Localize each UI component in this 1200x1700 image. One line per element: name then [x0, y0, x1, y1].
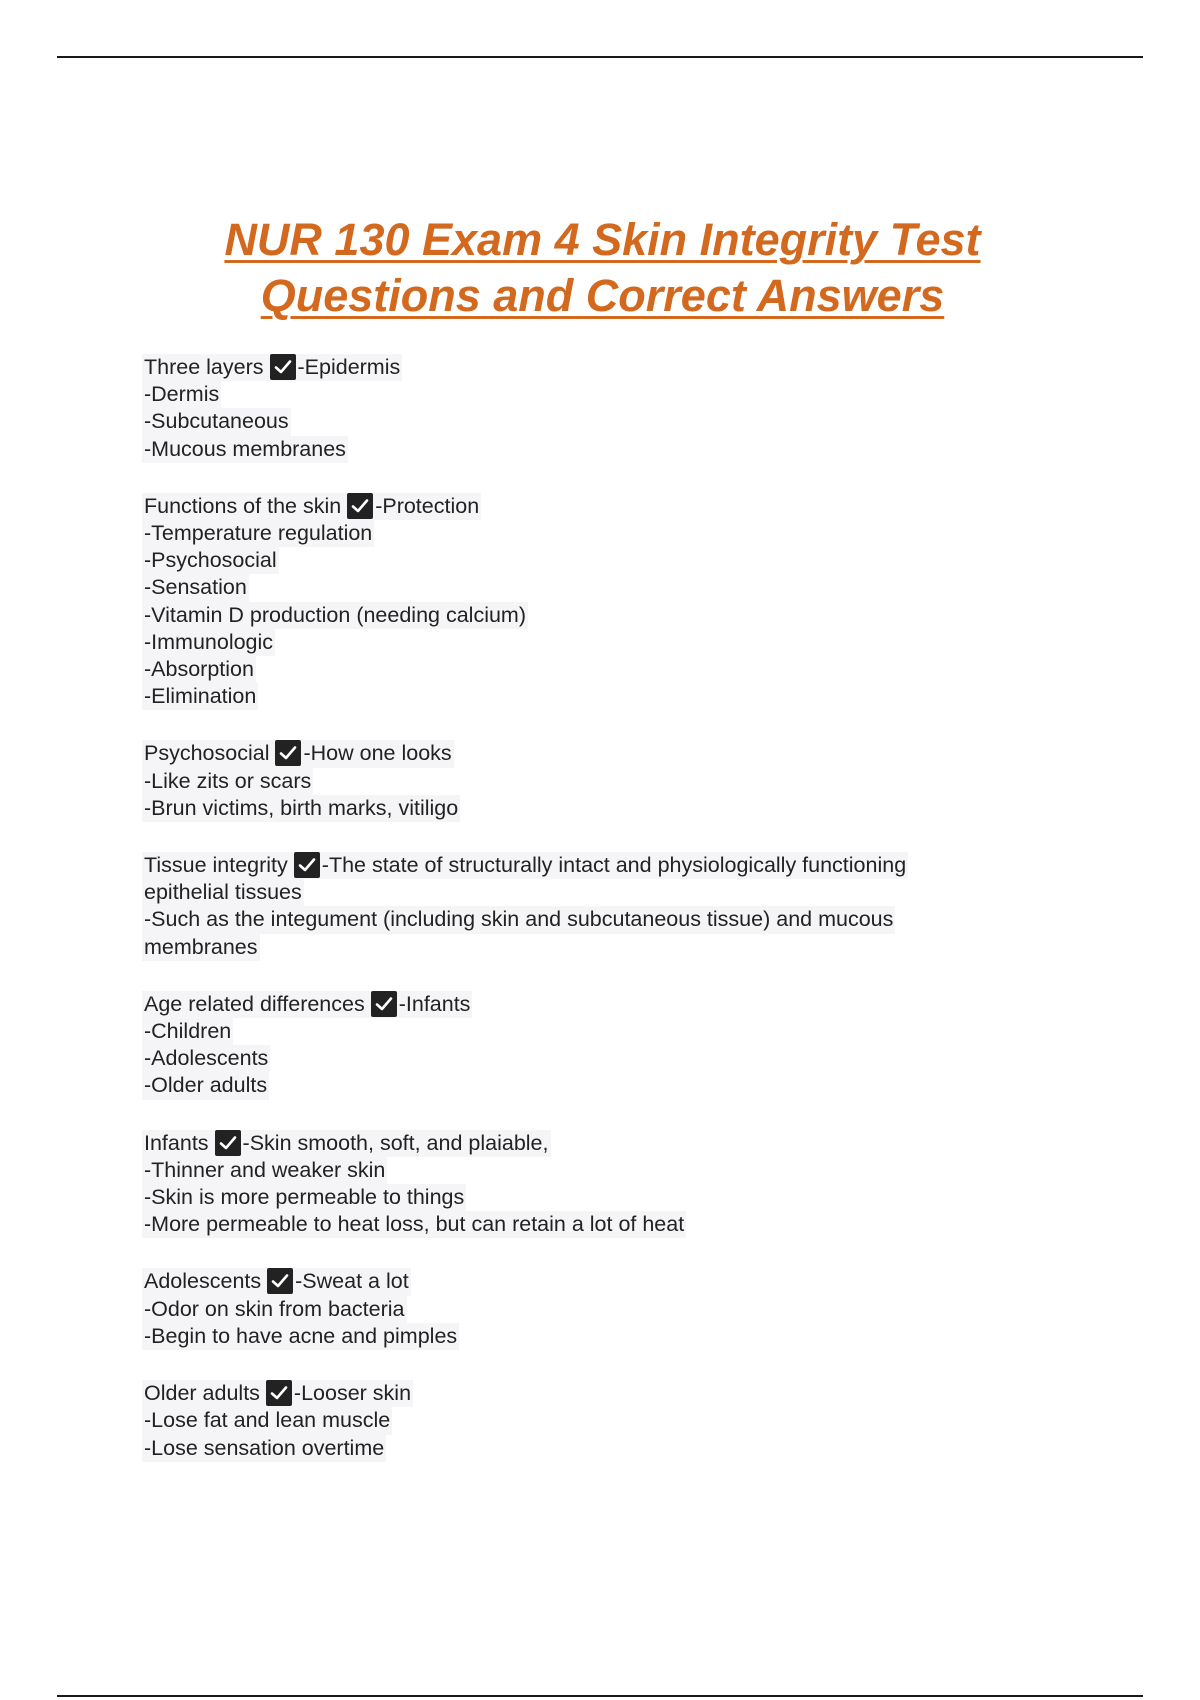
page-title-line-2: Questions and Correct Answers	[260, 270, 945, 321]
flashcard-first-line	[142, 740, 454, 767]
flashcard	[142, 991, 1002, 1100]
checkbox-checked-icon	[347, 493, 373, 519]
checkbox-checked-icon	[294, 852, 320, 878]
flashcard-answer-line: -Absorption	[142, 656, 256, 683]
flashcard-answer-line: -Older adults	[142, 1072, 269, 1099]
checkbox-checked-icon	[371, 991, 397, 1017]
flashcard-answer-line: -Such as the integument (including skin and subcutaneous tissue) and mucous	[142, 906, 895, 933]
flashcard-question: Three layers	[144, 355, 264, 379]
flashcard-list	[142, 354, 1002, 1492]
flashcard-first-line	[142, 493, 481, 520]
flashcard-answer-line: -Elimination	[142, 683, 258, 710]
checkbox-checked-icon	[267, 1268, 293, 1294]
flashcard-answer-line: -Psychosocial	[142, 547, 279, 574]
flashcard-answer-line: -Lose fat and lean muscle	[142, 1407, 392, 1434]
flashcard-answer-line: -Temperature regulation	[142, 520, 374, 547]
flashcard-answer-line: -Dermis	[142, 381, 221, 408]
flashcard-answer-line: -Sensation	[142, 574, 249, 601]
flashcard-answer-line: -Protection	[375, 493, 480, 518]
flashcard-answer-line: -Vitamin D production (needing calcium)	[142, 602, 528, 629]
checkbox-checked-icon	[215, 1130, 241, 1156]
flashcard-question: Adolescents	[144, 1269, 262, 1294]
checkbox-checked-icon	[275, 740, 301, 766]
flashcard-answer-line: -Skin smooth, soft, and plaiable,	[242, 1130, 549, 1155]
flashcard-answer-line: -Lose sensation overtime	[142, 1435, 386, 1462]
flashcard-question: Age related differences	[144, 991, 365, 1016]
flashcard-answer-line: membranes	[142, 934, 260, 961]
flashcard-answer-line: -Mucous membranes	[142, 436, 348, 463]
flashcard	[142, 354, 1002, 463]
checkbox-checked-icon	[266, 1380, 292, 1406]
flashcard-first-line	[142, 1130, 551, 1157]
flashcard-answer-line: -Sweat a lot	[295, 1269, 409, 1294]
flashcard-first-line	[142, 1380, 413, 1407]
flashcard	[142, 852, 1002, 961]
flashcard-question: Older adults	[144, 1381, 260, 1406]
checkbox-checked-icon	[270, 354, 296, 380]
flashcard-first-line	[142, 991, 472, 1018]
flashcard	[142, 1380, 1002, 1462]
flashcard-answer-line: -Adolescents	[142, 1045, 270, 1072]
flashcard-answer-line: -Skin is more permeable to things	[142, 1184, 466, 1211]
flashcard-answer-line: -Immunologic	[142, 629, 275, 656]
flashcard-first-line	[142, 1268, 411, 1295]
flashcard-answer-line: -Odor on skin from bacteria	[142, 1296, 407, 1323]
flashcard-answer-line: -Like zits or scars	[142, 768, 313, 795]
flashcard-question: Infants	[144, 1130, 209, 1155]
flashcard-first-line	[142, 354, 402, 381]
flashcard-question: Tissue integrity	[144, 853, 288, 878]
page-title-line-1: NUR 130 Exam 4 Skin Integrity Test	[224, 214, 981, 265]
flashcard-question: Functions of the skin	[144, 493, 342, 518]
flashcard-question: Psychosocial	[144, 741, 270, 766]
flashcard-answer-line: -How one looks	[303, 741, 452, 766]
header-rule	[57, 56, 1143, 58]
flashcard-answer-line: -Children	[142, 1018, 233, 1045]
flashcard-first-line	[142, 852, 908, 879]
flashcard-answer-line: -The state of structurally intact and physiologically functioning	[321, 853, 907, 878]
page-title	[140, 212, 1065, 324]
flashcard-answer-line: -Begin to have acne and pimples	[142, 1323, 459, 1350]
flashcard-answer-line: epithelial tissues	[142, 879, 304, 906]
flashcard-answer-line: -Looser skin	[293, 1381, 412, 1406]
flashcard-answer-line: -Brun victims, birth marks, vitiligo	[142, 795, 460, 822]
flashcard-answer-line: -Epidermis	[297, 355, 401, 379]
flashcard-answer-line: -More permeable to heat loss, but can retain a lot of heat	[142, 1211, 686, 1238]
flashcard-answer-line: -Infants	[398, 991, 471, 1016]
flashcard	[142, 1130, 1002, 1239]
flashcard	[142, 493, 1002, 711]
flashcard	[142, 740, 1002, 822]
flashcard-answer-line: -Subcutaneous	[142, 408, 291, 435]
flashcard	[142, 1268, 1002, 1350]
flashcard-answer-line: -Thinner and weaker skin	[142, 1157, 387, 1184]
footer-rule	[57, 1695, 1143, 1697]
